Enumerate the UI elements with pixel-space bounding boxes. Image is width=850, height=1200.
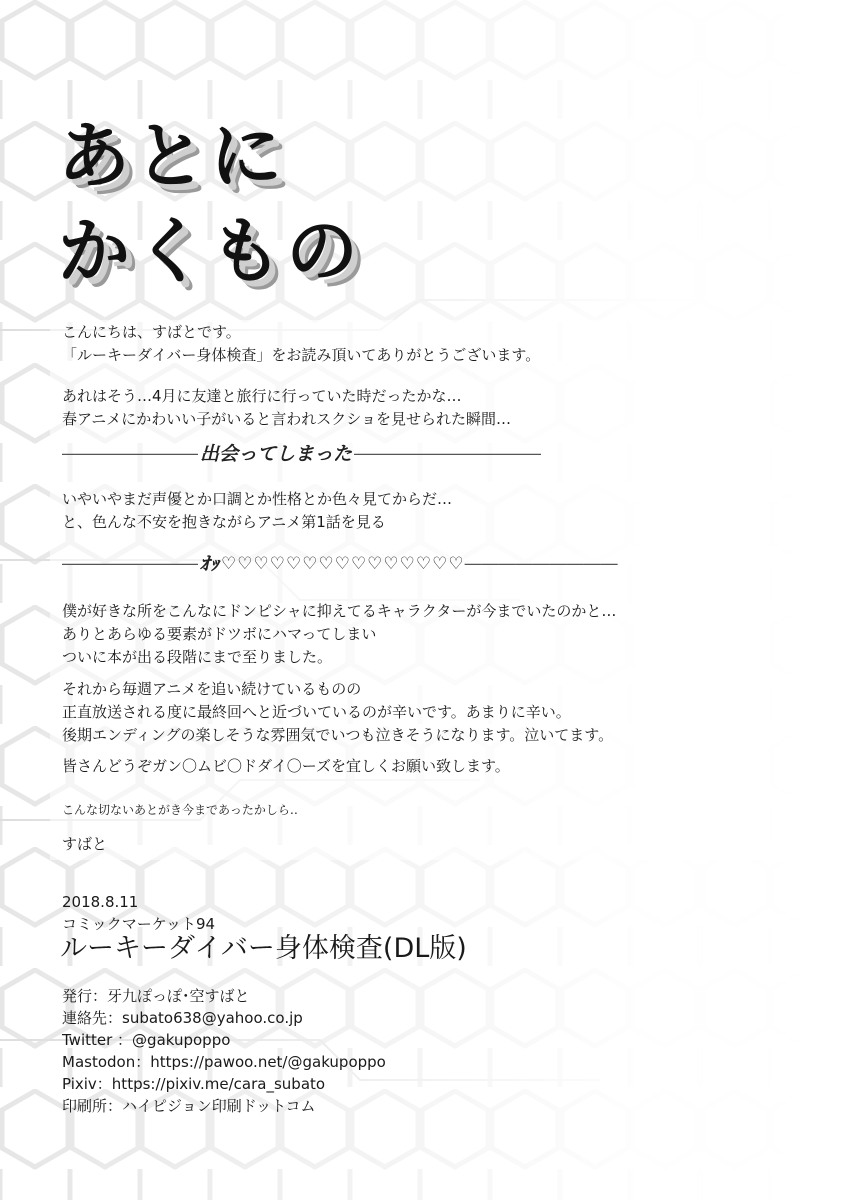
credit-twitter: Twitter ：@gakupoppo [62,1031,231,1049]
paragraph-line: 僕が好きな所をこんなにドンピシャに抑えてるキャラクターが今までいたのかと… [62,602,617,620]
paragraph-line: 春アニメにかわいい子がいると言われスクショを見せられた瞬間… [62,410,511,428]
credit-printer: 印刷所：ハイピジョン印刷ドットコム [62,1097,316,1115]
greeting-line: 「ルーキーダイバー身体検査」をお読み頂いてありがとうございます。 [62,346,541,364]
colophon-credits [62,985,386,1117]
paragraph-line: 正直放送される度に最終回へと近づいているのが辛いです。あまりに辛い。 [62,703,571,721]
colophon-event: コミックマーケット94 [62,915,216,933]
separator-1 [62,442,541,466]
credit-publisher: 発行：牙九ぽっぽ･空すばと [62,987,250,1005]
paragraph-1 [62,385,511,431]
separator-emphasis: ｵｯ [200,553,220,575]
small-note: こんな切ないあとがき今まであったかしら‥ [62,803,298,817]
page-title-line1: あとに [58,114,287,198]
separator-dash: ――――――――― [464,554,618,574]
page-title-line2: かくもの [58,209,363,293]
paragraph-4 [62,678,613,747]
credit-contact: 連絡先：subato638@yahoo.co.jp [62,1009,303,1027]
paragraph-line: それから毎週アニメを追い続けているものの [62,680,362,698]
paragraph-line: 後期エンディングの楽しそうな雰囲気でいつも泣きそうになります。泣いてます。 [62,726,614,744]
paragraph-line: と、色んな不安を抱きながらアニメ第1話を見る [62,513,386,531]
heart-icons: ♡♡♡♡♡♡♡♡♡♡♡♡♡♡♡ [221,554,465,574]
paragraph-3 [62,600,616,669]
separator-dash: ―――――――― [62,444,198,464]
separator-2 [62,552,618,576]
colophon-date: 2018.8.11 [62,893,139,911]
paragraph-line: ありとあらゆる要素がドツボにハマってしまい [62,625,377,643]
paragraph-2 [62,488,452,534]
paragraph-5: 皆さんどうぞガン〇ムビ〇ドダイ〇ーズを宜しくお願い致します。 [62,757,510,775]
signature: すばと [62,835,108,853]
credit-pixiv: Pixiv：https://pixiv.me/cara_subato [62,1075,326,1093]
greeting [62,321,540,367]
colophon-book-title: ルーキーダイバー身体検査(DL版) [60,933,467,964]
credit-mastodon: Mastodon：https://pawoo.net/@gakupoppo [62,1053,386,1071]
separator-dash: ――――――――――― [354,444,542,464]
paragraph-line: あれはそう…4月に友達と旅行に行っていた時だったかな… [62,387,462,405]
paragraph-line: いやいやまだ声優とか口調とか性格とか色々見てからだ… [62,490,453,508]
separator-emphasis: 出会ってしまった [200,443,353,465]
greeting-line: こんにちは、すばとです。 [62,323,241,341]
separator-dash: ―――――――― [62,554,198,574]
paragraph-line: ついに本が出る段階にまで至りました。 [62,648,333,666]
